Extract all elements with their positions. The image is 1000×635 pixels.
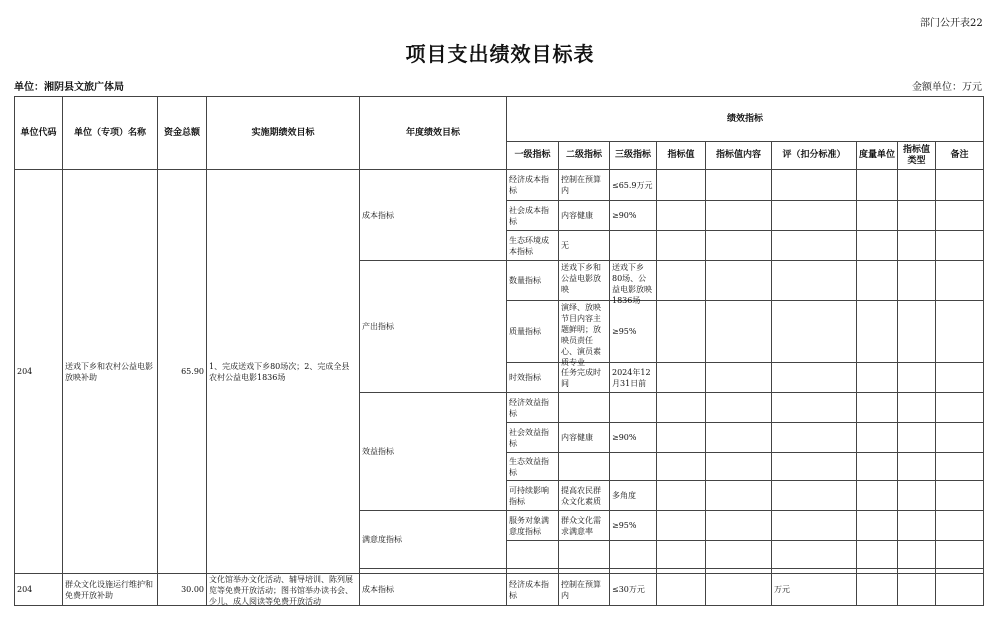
header-total-funds: 资金总额 — [158, 97, 207, 170]
project1-period-goal: 1、完成送戏下乡80场次；2、完成全县农村公益电影1836场 — [207, 170, 360, 574]
header-period-goal: 实施期绩效目标 — [207, 97, 360, 170]
performance-table — [14, 96, 984, 606]
header-level2: 二级指标 — [559, 142, 610, 170]
level3-cell: 送戏下乡和公益电影放映 — [559, 261, 610, 301]
level2-cell: 经济成本指标 — [507, 574, 559, 606]
indicator-value-cell: ≥90% — [610, 201, 657, 231]
project2-amount: 30.00 — [158, 574, 207, 606]
header-measure-unit: 度量单位 — [857, 142, 898, 170]
indicator-value-cell: ≥95% — [610, 301, 657, 363]
header-level1: 一级指标 — [507, 142, 559, 170]
unit-label: 单位：湘阴县文旅广体局 — [14, 82, 124, 93]
level2-cell: 社会效益指标 — [507, 423, 559, 453]
header-level3: 三级指标 — [610, 142, 657, 170]
level3-cell — [559, 393, 610, 423]
header-scoring: 评（扣分标准） — [772, 142, 857, 170]
level2-cell: 可持续影响指标 — [507, 481, 559, 511]
level3-cell: 任务完成时间 — [559, 363, 610, 393]
level2-cell: 社会成本指标 — [507, 201, 559, 231]
header-performance-indicators: 绩效指标 — [507, 97, 984, 142]
header-remark: 备注 — [936, 142, 984, 170]
level2-cell: 经济成本指标 — [507, 170, 559, 201]
level2-cell: 数量指标 — [507, 261, 559, 301]
table-row — [15, 574, 984, 606]
indicator-value-cell — [610, 231, 657, 261]
project1-code: 204 — [15, 170, 63, 574]
level2-cell: 时效指标 — [507, 363, 559, 393]
level2-cell: 经济效益指标 — [507, 393, 559, 423]
header-unit-name: 单位（专项）名称 — [63, 97, 158, 170]
project2-group-cost: 成本指标 — [360, 574, 507, 606]
project2-name: 群众文化设施运行维护和免费开放补助 — [63, 574, 158, 606]
project1-group-satisfaction: 满意度指标 — [360, 511, 507, 569]
header-unit-code: 单位代码 — [15, 97, 63, 170]
project1-group-benefit: 效益指标 — [360, 393, 507, 511]
header-annual-goal: 年度绩效目标 — [360, 97, 507, 170]
level3-cell: 演绎、放映节目内容主题鲜明；放映员责任心、演员素质专业 — [559, 301, 610, 363]
indicator-value-cell: ≥95% — [610, 511, 657, 541]
indicator-value-cell: 2024年12月31日前 — [610, 363, 657, 393]
header-indicator-content: 指标值内容 — [706, 142, 772, 170]
level3-cell: 群众文化需求满意率 — [559, 511, 610, 541]
project1-group-output: 产出指标 — [360, 261, 507, 393]
project1-group-cost: 成本指标 — [360, 170, 507, 261]
level3-cell: 无 — [559, 231, 610, 261]
indicator-value-cell: ≤30万元 — [610, 574, 657, 606]
scoring-cell: 万元 — [772, 574, 857, 606]
indicator-value-cell: ≥90% — [610, 423, 657, 453]
level3-cell: 内容健康 — [559, 423, 610, 453]
level3-cell — [559, 453, 610, 481]
level2-cell: 生态效益指标 — [507, 453, 559, 481]
page-title: 项目支出绩效目标表 — [405, 42, 595, 66]
level3-cell: 内容健康 — [559, 201, 610, 231]
project1-name: 送戏下乡和农村公益电影放映补助 — [63, 170, 158, 574]
header-value-type: 指标值类型 — [898, 142, 936, 170]
level3-cell: 控制在预算内 — [559, 170, 610, 201]
level3-cell: 提高农民群众文化素质 — [559, 481, 610, 511]
indicator-value-cell: ≤65.9万元 — [610, 170, 657, 201]
level2-cell: 生态环境成本指标 — [507, 231, 559, 261]
indicator-value-cell: 多角度 — [610, 481, 657, 511]
project2-period-goal: 文化馆举办文化活动、辅导培训、陈列展览等免费开放活动；图书馆举办读书会、少儿、成人阅读等免费开放活动 — [207, 574, 360, 606]
indicator-value-cell — [610, 393, 657, 423]
indicator-value-cell: 送戏下乡80场、公益电影放映1836场 — [610, 261, 657, 301]
level3-cell: 控制在预算内 — [559, 574, 610, 606]
amount-unit-label: 金额单位：万元 — [912, 82, 982, 93]
table-row — [15, 170, 984, 201]
level2-cell: 服务对象满意度指标 — [507, 511, 559, 541]
indicator-value-cell — [610, 453, 657, 481]
form-number: 部门公开表22 — [920, 18, 983, 29]
project1-amount: 65.90 — [158, 170, 207, 574]
header-indicator-value: 指标值 — [657, 142, 706, 170]
project2-code: 204 — [15, 574, 63, 606]
level2-cell: 质量指标 — [507, 301, 559, 363]
